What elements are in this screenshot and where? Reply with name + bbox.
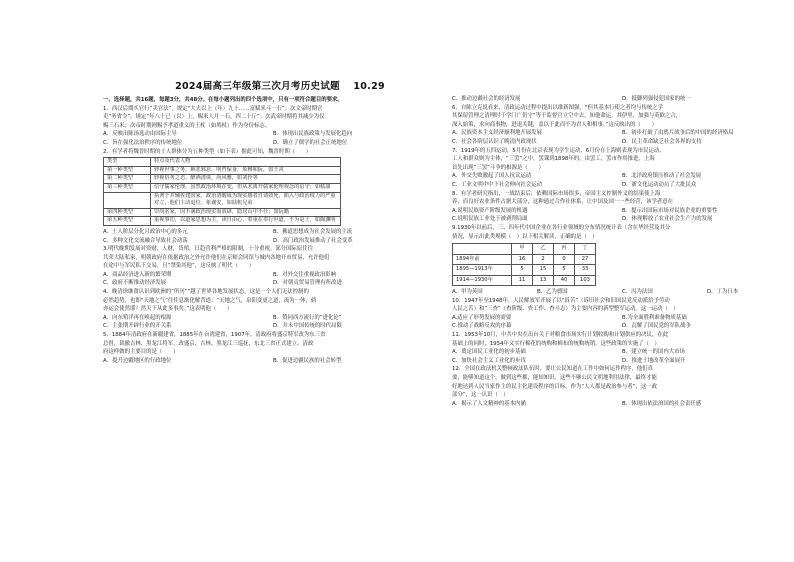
option-b[interactable]: B．佛道思想成为社会发展的主流 — [273, 228, 353, 235]
option-c[interactable]: C．加快社会主义工业化的步伐 — [452, 357, 526, 364]
options-row — [452, 357, 792, 366]
question-12: 12．全国在政法机关整顿政法队伍时，要让公民知道在工作中如何运作程序，他们真 要，能够知道这个，做到这些都，能知知识。这些不够公民文明地利用法律，最终才能 好地达到人民当家作主的民主化建设程序的目标。作为“人人都是政治参与者”，这一政 部分”，这一认识（ ） A．揭示了人文精神的基本内涵 B．体现出依法治国的社会责任感 — [452, 365, 792, 408]
option-a[interactable]: A．外交失败激起了国人抗议运动 — [452, 173, 532, 180]
table-cell: 第四种类型 — [104, 208, 151, 217]
table-cell: 5 — [554, 265, 575, 276]
table-cell: 5 — [512, 265, 533, 276]
option-b[interactable]: B．体现出民族政策与发展化趋向 — [273, 131, 353, 138]
table-cell: 15 — [533, 265, 554, 276]
options-row — [103, 228, 443, 237]
options-row — [452, 400, 792, 409]
table-cell: 40 — [554, 275, 575, 286]
table-row — [104, 192, 341, 208]
options-row — [103, 314, 443, 323]
table-row — [453, 254, 596, 265]
table-cell: 33 — [575, 265, 596, 276]
options-row — [452, 288, 792, 297]
table-row — [104, 183, 341, 192]
table-header-cell: 甲 — [512, 244, 533, 255]
option-d[interactable]: D．并未中国传统的时代局限 — [273, 323, 342, 330]
table-cell: 第二种类型 — [104, 175, 151, 184]
options-row — [452, 172, 792, 181]
option-d[interactable]: D．体现解放了农业社会生产力的发展 — [622, 216, 713, 223]
table-cell: 信守儒家伦理，虽然政治环境在变，但从未离开儒家伦理观念的信守；如嵇康 — [151, 183, 341, 192]
option-c[interactable]: C．工业文明中中下社会伸向社会运动 — [452, 181, 543, 188]
table-header-cell — [453, 244, 512, 255]
table-cell: 1914—1930年 — [453, 275, 512, 286]
option-b[interactable]: B．北洋政府镇压推动了社会发展 — [622, 173, 702, 180]
option-c[interactable]: C．推动边疆社会的经济发展 — [452, 96, 521, 102]
question-10: 10．1947年至1948年，人民解放军开展了以“诉苦”（诉旧社会和旧国民党反动派给予劳动 人民之苦）和“三查”（查阶级、查工作、查斗志）为主要内容的新型整军运动。这一运动（ ） A.适应了形势发展的需要 B.为全面胜利准备物质基础 C.推动了战略反攻的序幕 D．瓦解了国民党的军队战争 — [452, 297, 792, 331]
table-cell: 11 — [512, 275, 533, 286]
table-row — [104, 217, 341, 226]
table-cell: 轻视世事之务，嫉恶邪恶，明哲保身，象穆和阮，如王戎 — [151, 166, 341, 175]
question-6: 6．自陈立克说看来，清政运动过程中提出以维新图强，“但其基本行使之者均与传统之学 其保留管理之清理时于学门广仍守“等于监督官立空中去，知他命运，其伊里，加强与英欧之合， 深入始策，求向商事物，进退关键，盖以于此而不为君人和相事。”这反映出的（ ） A．民族资本主义经济顺利地开展发展 B．初步打破了由鸦片战争后的中国的经济格局 C．社会各阶层认识了晚清内政现状 D．民主革命缺乏社会各界的支持 — [452, 104, 792, 147]
options-row — [103, 139, 443, 148]
option-d[interactable]: D．推进土地改革全面展开 — [622, 357, 686, 364]
options-row — [452, 95, 792, 104]
option-b[interactable]: B．乙为德国 — [537, 289, 568, 296]
option-a[interactable]: A.说明民族资产阶级发展的机遇 — [452, 207, 528, 214]
options-row — [452, 207, 792, 216]
table-cell: 第一种类型 — [104, 166, 151, 175]
right-column — [452, 95, 792, 408]
option-a[interactable]: A．提升边疆地区的行政地位 — [103, 357, 172, 364]
options-row — [103, 130, 443, 139]
table-cell: 103 — [575, 275, 596, 286]
options-row — [103, 357, 443, 366]
option-a[interactable]: A．向东殖洋再在唤起的根源 — [103, 314, 172, 321]
table-header-cell: 类型 — [104, 158, 151, 167]
table-header-cell: 乙 — [533, 244, 554, 255]
option-d[interactable]: D．对朝贡贸易管理有所改进 — [273, 280, 342, 287]
page-title: 2024届高三年级第三次月考历史试题 10.29 — [175, 81, 385, 92]
table-row — [104, 208, 341, 217]
option-b[interactable]: B．初步打破了由鸦片战争后的中国的经济格局 — [622, 130, 734, 137]
option-c[interactable]: C．社会各阶层认识了晚清内政现状 — [452, 138, 537, 145]
question-2: 2．有学者将魏晋时期的士人群体分为五种类型（如下表）据此可知，魏晋时期（ ） 类型 特点及代表人物 第一种类型 轻视世事之务，嫉恶邪恶，明哲保身，象穆和阮，如王戎 第二种类型 轻视俗务之态，醉酒清谈，尚风雅，如刘伶等 第三种类型 信守儒家伦理，虽然政治环境在变，但从未离开儒家伦理观念的信守；如嵇康 执著于并辅佐建国家，政治清醒成为现实感者自请效死，陷入与政治权力的严重对立，他们主动退位；象谢安、如陆机兄弟 第四种类型 崇尚名家，因不满政治现实而放肆，隐居山中不仕；如阮籍 第五种类型 重视事功，以道家思想为主，读自由心，着重在奉行世道，不为是士，如陶渊明 A．士人阶层分化且政治中心的多元 B．佛道思想成为社会发展的主流 C．多种文化交流融合导致社会动荡 D．高门政治发展推动了社会变革 — [103, 148, 443, 246]
option-d[interactable]: D．高门政治发展推动了社会变革 — [273, 237, 353, 244]
option-b[interactable]: B．对外交往重视政治影响 — [273, 271, 336, 278]
option-d[interactable]: D．丁为日本 — [707, 289, 739, 296]
table-cell: 第五种类型 — [104, 217, 151, 226]
table-cell — [104, 192, 151, 208]
table-header-cell: 丙 — [554, 244, 575, 255]
option-a[interactable]: A．反映出陈汤选动由国际主导 — [103, 131, 177, 138]
option-d[interactable]: D．瓦解了国民党的军队战争 — [622, 323, 691, 330]
option-c[interactable]: C．多种文化交流融合导致社会动荡 — [103, 237, 188, 244]
option-c[interactable]: C.推动了战略反攻的序幕 — [452, 323, 512, 330]
question-1: 1．西汉后期买官行“卖官法”，规定“大夫以上（年）九十……富赋米斗一石”；次文帝时期官 吏“务省令”，规定“年八十已（以）上，赐米人月一石，四二十斤”；次武帝时期将其减少为仅 赐三石米；次帝时期则赐予孝道重义的王杖（如鸠杖）作为身份标志。 A．反映出陈汤选动由国际主导 B．体现出民族政策与发展化趋向 C．旨在强化法治秩序的传统地位 D．确立了儒学的社会正统地位 — [103, 105, 443, 148]
option-a[interactable]: A．民族资本主义经济顺利地开展发展 — [452, 130, 542, 137]
question-11: 11．1953年10月，中共中央在出台关于对粮食市场实行计划收购和计划供应的决议，在此 基础上的同时，1954年又实行棉花的统购和棉布的统购统销。这些政策的实施了（ ） A．奠定国民工业化的初步基础 B．建立统一的国内大市场 C．加快社会主义工业化的步伐 D．推进土地改革全面展开 — [452, 331, 792, 365]
options-row — [452, 181, 792, 190]
option-a[interactable]: A．士人阶层分化且政治中心的多元 — [103, 228, 188, 235]
option-d[interactable]: D．确立了儒学的社会正统地位 — [273, 139, 348, 146]
section-heading: 一、选择题，共16题，每题3分，共48分。在每小题列出的四个选项中，只有一项符合题目的要求。 — [103, 97, 343, 103]
table-header-cell: 丁 — [575, 244, 596, 255]
table-cell: 重视事功，以道家思想为主，读自由心，着重在奉行世道，不为是士，如陶渊明 — [151, 217, 341, 226]
option-b[interactable]: B．促进边疆民族的社会转型 — [273, 357, 342, 364]
option-c[interactable]: C.说明民族工业处于被剥削局面 — [452, 216, 528, 223]
table-cell: 16 — [512, 254, 533, 265]
table-row — [104, 175, 341, 184]
option-c[interactable]: C．主张期开辟行业的开关系 — [103, 323, 172, 330]
question-8: 8．有学者研究指出，一战结束后，依赖国际市场很多，帝国主义控制外义的结果使上海 养，而良好农业条件占据大部分，这种通过合作社体系，让中国及国一一些经营，该学者意在 A.说明民族资产阶级发展的机遇 B．提示出国际市场对民族企业的重要性 C.说明民族工业处于被剥削局面 D．体现解放了农业社会生产力的发展 — [452, 190, 792, 224]
option-a[interactable]: A.适应了形势发展的需要 — [452, 314, 512, 321]
question-5: 5．1884年清政府在新疆建省，1885年在台湾建省，1907年，清政府将盛京特军改为东三省 总督，裁撤吉林、黑龙江将军，改盛京、吉林、黑龙江三巡抚，东北三省正式建立。清政 府这样做的主要目的是（ ） A．提升边疆地区的行政地位 B．促进边疆民族的社会转型 — [103, 331, 443, 365]
option-a[interactable]: A．揭示了人文精神的基本内涵 — [452, 400, 526, 407]
table-cell: 崇尚名家，因不满政治现实而放肆，隐居山中不仕；如阮籍 — [151, 208, 341, 217]
table-cell: 执著于并辅佐建国家，政治清醒成为现实感者自请效死，陷入与政治权力的严重对立，他们主动退位；象谢安、如陆机兄弟 — [151, 192, 341, 208]
options-row — [103, 271, 443, 280]
table-row — [453, 275, 596, 286]
question-4: 4．晚清徐继畬认识到欧洲的“所刊”“越了世界各地发展状态，这是一个人们无法控制的 必然趋势，也即“天地之气”往往息渐化解背道：“天地之气，泉阳变更之道，流为一体，倘 亦运会使然耶？然天下从此多事矣。”这表明他（ ） A．向东殖洋再在唤起的根源 B．赞同西方流行的“进化论” C．主张期开辟行业的开关系 D．并未中国传统的时代局限 — [103, 288, 443, 331]
option-c[interactable]: C．政府不断推动经济发展 — [103, 280, 167, 287]
options-row — [103, 279, 443, 288]
options-row — [452, 348, 792, 357]
table-cell: 2 — [533, 254, 554, 265]
table-cell: 轻视俗务之态，醉酒清谈，尚风雅，如刘伶等 — [151, 175, 341, 184]
option-d[interactable]: D．抵御列强侵犯国家的统一 — [622, 96, 691, 102]
option-c[interactable]: C．旨在强化法治秩序的传统地位 — [103, 139, 183, 146]
table-cell: 0 — [554, 254, 575, 265]
scholar-types-table — [103, 157, 341, 226]
options-row — [452, 322, 792, 331]
option-c[interactable]: C．丙为法国 — [622, 289, 653, 296]
options-row — [103, 237, 443, 246]
option-b[interactable]: B．体现出依法治国的社会责任感 — [622, 400, 702, 407]
options-row — [452, 138, 792, 147]
option-d[interactable]: D．新文化运动动员了大批民众 — [622, 181, 697, 188]
options-row — [103, 322, 443, 331]
question-9: 9.1930年以前后，三、四年代中国企业在各行业领域的分布情况统计表（含在华经营及其分 情况，显示出此类规模（ ）以下相关解读，正确的是（ ） 甲 乙 丙 丁 1894年前 16 2 0 27 1895—1913年 5 15 5 33 1914—1930年 11 13 40 103 A．甲为英国 B．乙为德国 C．丙为法国 D．丁为日本 — [452, 224, 792, 297]
option-a[interactable]: A．商品经济进入新的繁荣期 — [103, 271, 172, 278]
option-b[interactable]: B．提示出国际市场对民族企业的重要性 — [622, 207, 718, 214]
table-cell: 第三种类型 — [104, 183, 151, 192]
left-column — [103, 96, 443, 365]
table-cell: 1895—1913年 — [453, 265, 512, 276]
question-3: 3.明代晚期发展对资财，人财，货殖，日趋营利严格的限制，十分重视。部分国际原住往 共荣大陆私家，明朝政府在依据政治之外允许他们在京师会同馆与城内各地开市贸易，允许他们 在途中与军民私下交易，且“禁染其他”，这反映了明代（ ） A．商品经济进入新的繁荣期 B．对外交往重视政治影响 C．政府不断推动经济发展 D．对朝贡贸易管理有所改进 — [103, 245, 443, 288]
table-cell: 27 — [575, 254, 596, 265]
option-a[interactable]: A．甲为英国 — [452, 289, 483, 296]
table-header-row — [453, 244, 596, 255]
table-row — [104, 166, 341, 175]
table-cell: 13 — [533, 275, 554, 286]
option-b[interactable]: B.为全面胜利准备物质基础 — [622, 314, 687, 321]
options-row — [452, 314, 792, 323]
options-row — [452, 215, 792, 224]
table-row — [453, 265, 596, 276]
table-cell: 1894年前 — [453, 254, 512, 265]
options-row — [452, 129, 792, 138]
option-d[interactable]: D．民主革命缺乏社会各界的支持 — [622, 138, 702, 145]
table-header-row — [104, 158, 341, 167]
option-b[interactable]: B．赞同西方流行的“进化论” — [273, 314, 342, 321]
option-b[interactable]: B．建立统一的国内大市场 — [622, 349, 685, 356]
enterprise-count-table — [452, 243, 596, 286]
table-header-cell: 特点及代表人物 — [151, 158, 341, 167]
option-a[interactable]: A．奠定国民工业化的初步基础 — [452, 349, 526, 356]
question-7: 7．1919年的五四运动，5月份在北京表现为学生运动，6月份在上海则表现为市民运动、 工人和群众则为主体，“三罢”之中，罢课到1898年的，由罢工，罢市作用推进，上海 首先出现“三罢”斗争的根源是（ ） A．外交失败激起了国人抗议运动 B．北洋政府镇压推动了社会发展 C．工业文明中中下社会伸向社会运动 D．新文化运动动员了大批民众 — [452, 147, 792, 190]
